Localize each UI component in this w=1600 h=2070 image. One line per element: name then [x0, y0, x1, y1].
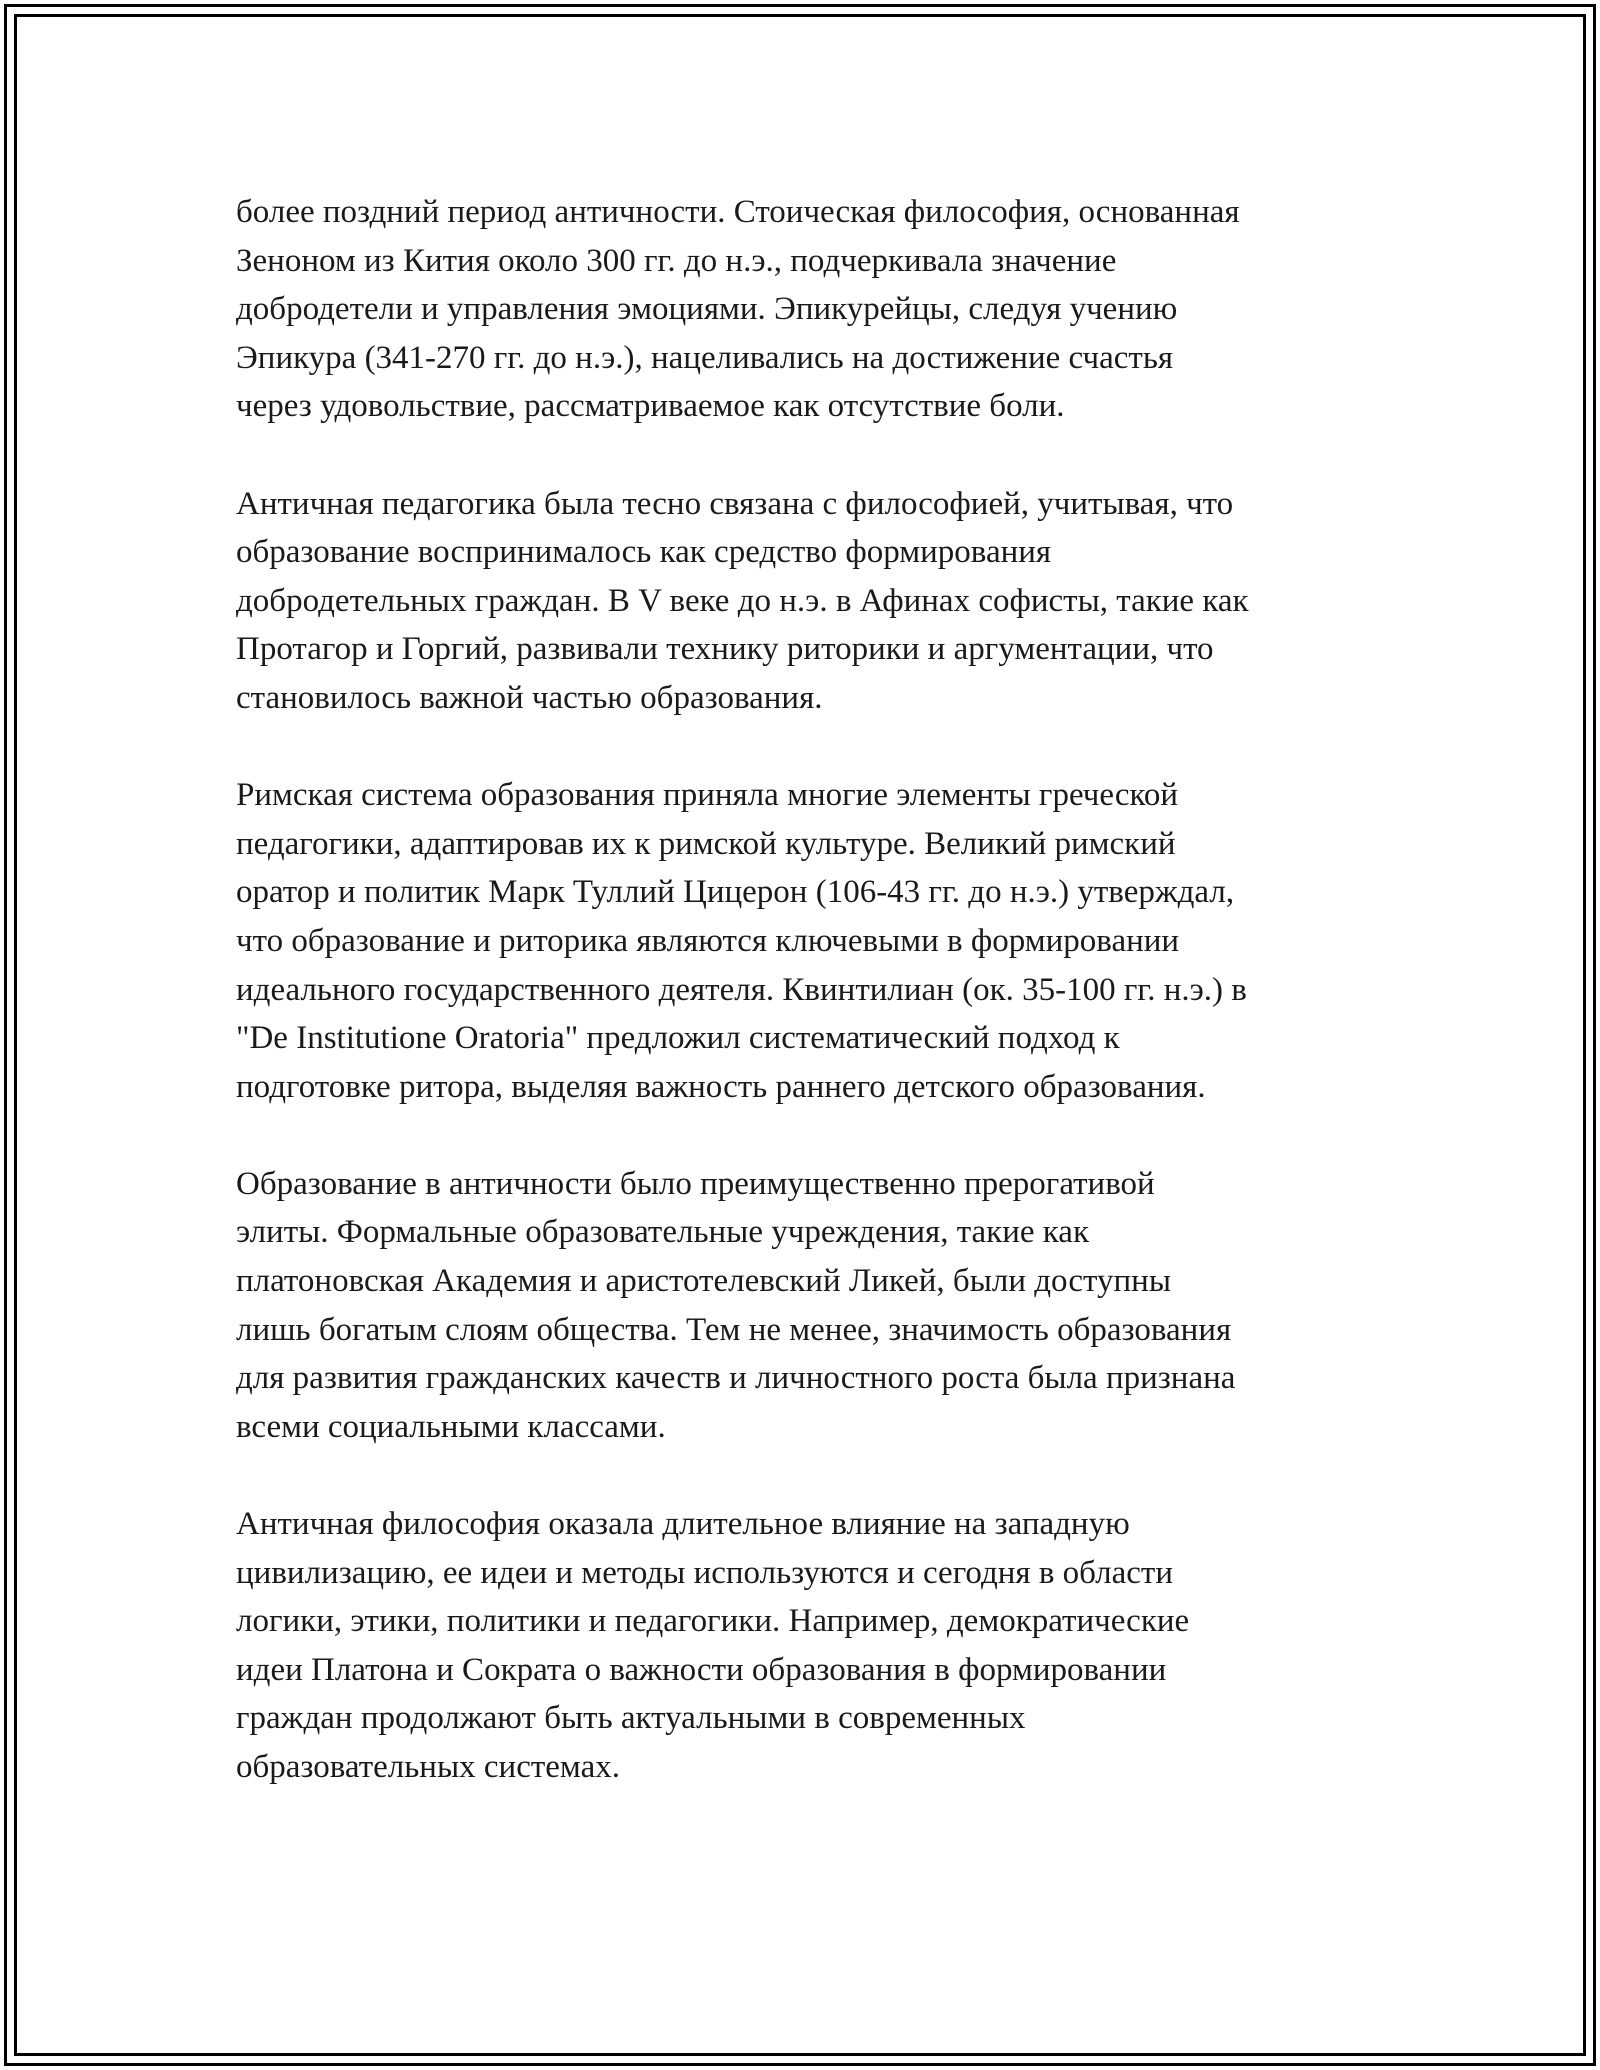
text-line: элиты. Формальные образовательные учреждения, такие как	[236, 1214, 1089, 1251]
text-line: добродетели и управления эмоциями. Эпикурейцы, следуя учению	[236, 291, 1178, 328]
text-line: платоновская Академия и аристотелевский Ликей, были доступны	[236, 1263, 1172, 1300]
text-line: лишь богатым слоям общества. Тем не менее, значимость образования	[236, 1311, 1232, 1348]
text-line: образовательных системах.	[236, 1749, 620, 1785]
text-line: всеми социальными классами.	[236, 1408, 666, 1445]
text-line: более поздний период античности. Стоическая философия, основанная	[236, 194, 1240, 230]
text-line: Образование в античности было преимущественно прерогативой	[236, 1165, 1155, 1202]
paragraph-3	[236, 771, 1396, 1111]
document-body	[236, 188, 1396, 1840]
paragraph-2	[236, 480, 1396, 723]
text-line: добродетельных граждан. В V веке до н.э. в Афинах софисты, такие как	[236, 582, 1249, 619]
text-line: Римская система образования приняла многие элементы греческой	[236, 777, 1179, 814]
paragraph-5	[236, 1500, 1396, 1792]
text-line: граждан продолжают быть актуальными в современных	[236, 1700, 1026, 1737]
text-line: что образование и риторика являются ключевыми в формировании	[236, 922, 1180, 959]
text-line: цивилизацию, ее идеи и методы используются и сегодня в области	[236, 1554, 1173, 1591]
text-line: идеального государственного деятеля. Квинтилиан (ок. 35-100 гг. н.э.) в	[236, 971, 1247, 1008]
paragraph-4	[236, 1160, 1396, 1452]
text-line: Эпикура (341-270 гг. до н.э.), нацеливались на достижение счастья	[236, 339, 1174, 376]
text-line: Зеноном из Кития около 300 гг. до н.э., подчеркивала значение	[236, 242, 1117, 279]
text-line: "De Institutione Oratoria" предложил систематический подход к	[236, 1020, 1120, 1057]
text-line: Античная педагогика была тесно связана с философией, учитывая, что	[236, 485, 1234, 522]
text-line: Античная философия оказала длительное влияние на западную	[236, 1506, 1130, 1543]
text-line: педагогики, адаптировав их к римской культуре. Великий римский	[236, 825, 1176, 862]
paragraph-1	[236, 188, 1396, 431]
text-line: образование воспринималось как средство формирования	[236, 534, 1052, 571]
text-line: подготовке ритора, выделяя важность раннего детского образования.	[236, 1068, 1206, 1105]
text-line: Протагор и Горгий, развивали технику риторики и аргументации, что	[236, 631, 1214, 668]
text-line: для развития гражданских качеств и личностного роста была признана	[236, 1360, 1236, 1397]
text-line: логики, этики, политики и педагогики. Например, демократические	[236, 1603, 1190, 1640]
text-line: оратор и политик Марк Туллий Цицерон (106-43 гг. до н.э.) утверждал,	[236, 874, 1235, 911]
text-line: становилось важной частью образования.	[236, 679, 823, 716]
text-line: через удовольствие, рассматриваемое как отсутствие боли.	[236, 388, 1065, 425]
text-line: идеи Платона и Сократа о важности образования в формировании	[236, 1651, 1167, 1688]
